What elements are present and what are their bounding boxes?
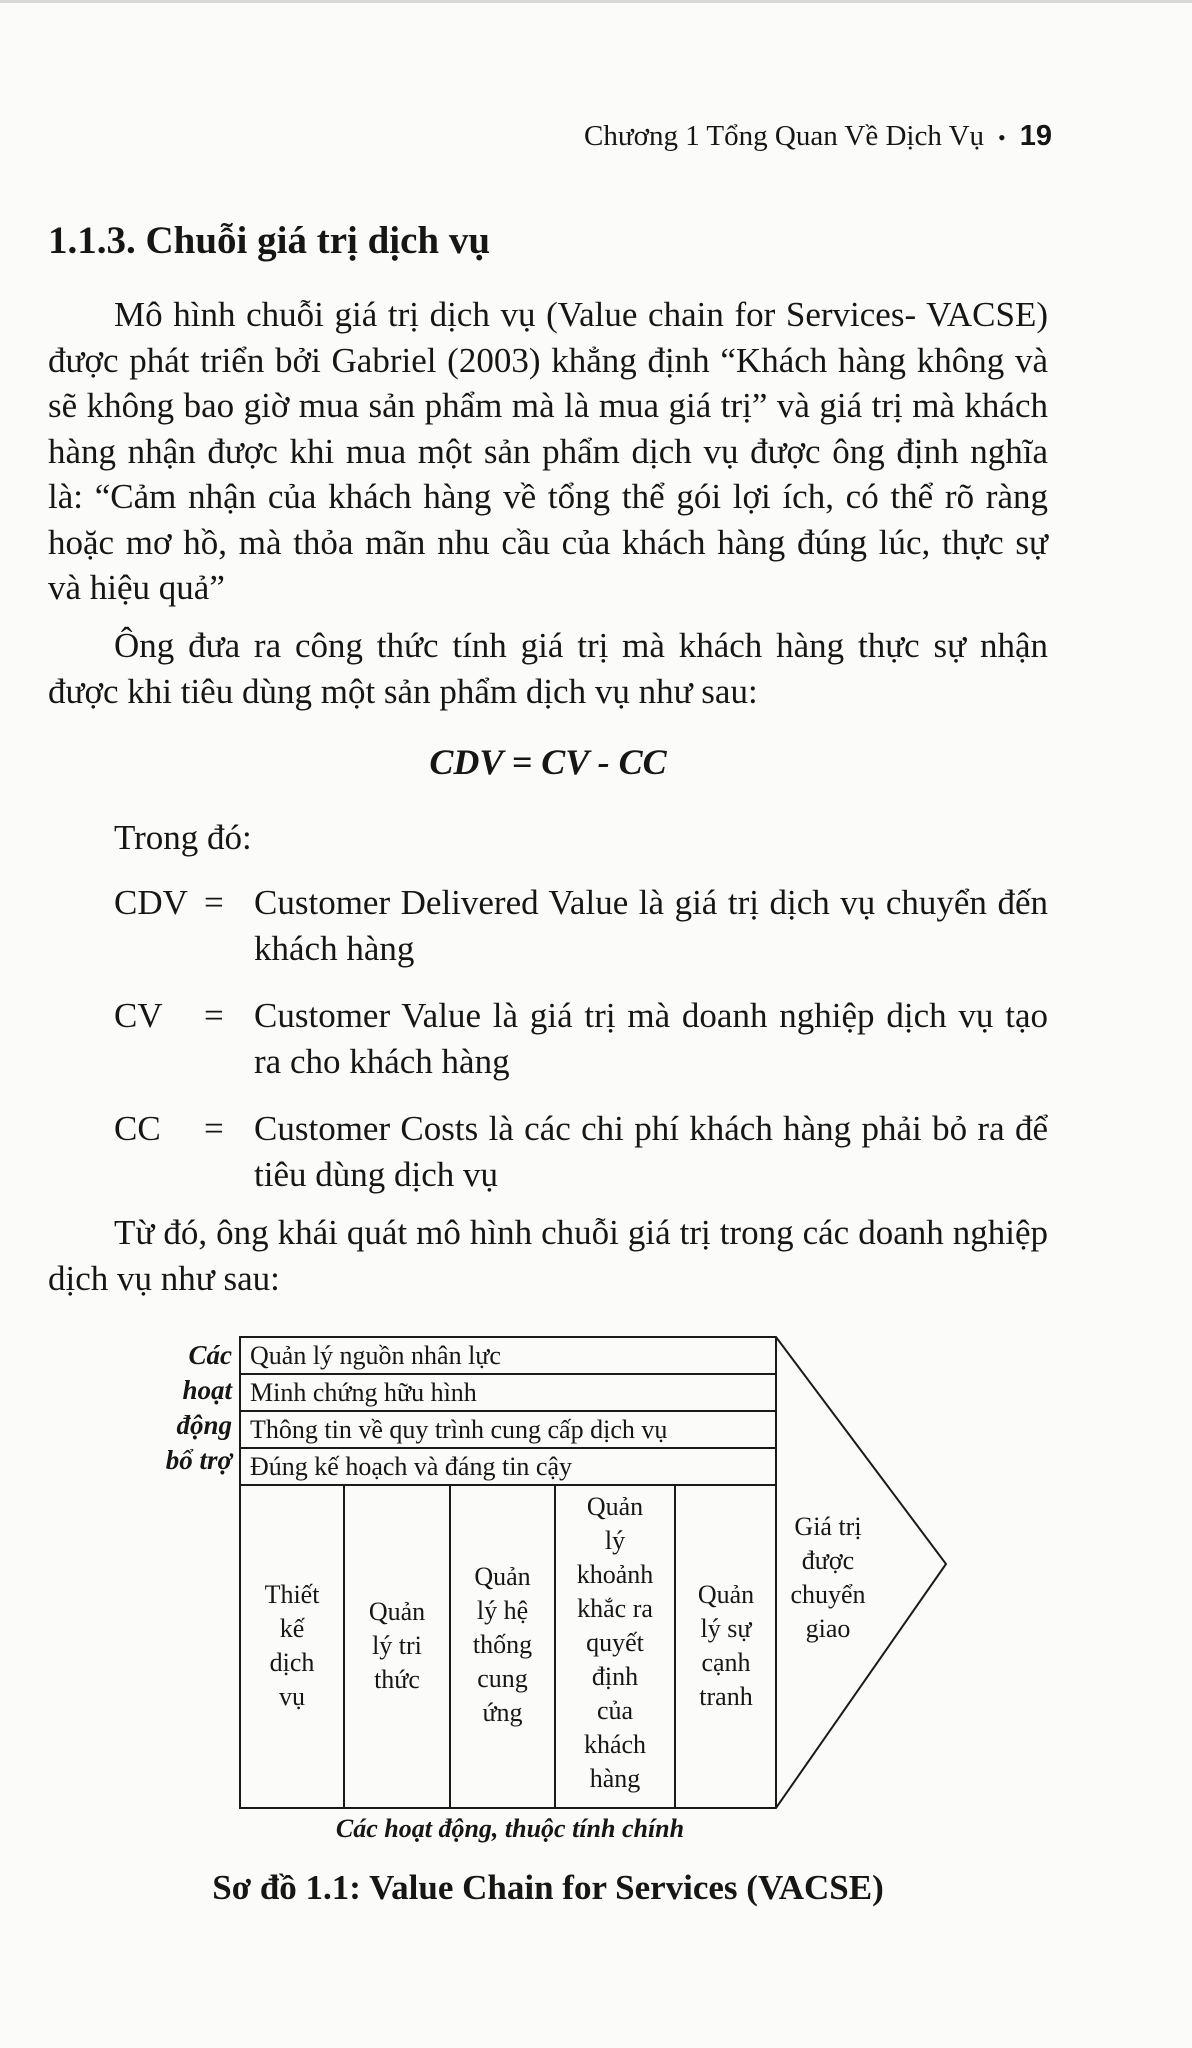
support-label-line: Các — [188, 1340, 232, 1370]
primary-cell-line: khắc ra — [577, 1594, 653, 1623]
paragraph-2-text: Ông đưa ra công thức tính giá trị mà khách hàng thực sự nhận được khi tiêu dùng một sản phẩm dịch vụ như sau: — [48, 626, 1048, 711]
primary-cell-line: Quản — [474, 1562, 531, 1591]
primary-cell-line: quyết — [586, 1628, 644, 1657]
paragraph-3-text: Từ đó, ông khái quát mô hình chuỗi giá trị trong các doanh nghiệp dịch vụ như sau: — [48, 1213, 1048, 1298]
primary-cell-line: khoảnh — [576, 1560, 654, 1589]
definition-list — [114, 880, 1048, 1219]
primary-cell-line: thức — [374, 1665, 420, 1694]
definition-row-cdv — [114, 880, 1048, 971]
definition-row-cv — [114, 993, 1048, 1084]
primary-cell-line: hàng — [589, 1764, 641, 1793]
paragraph-model-intro — [48, 1210, 1048, 1301]
value-line: được — [801, 1546, 855, 1575]
primary-cell-line: lý sự — [700, 1614, 752, 1643]
support-activity-process-info: Thông tin về quy trình cung cấp dịch vụ — [250, 1415, 668, 1444]
primary-cell-line: lý hệ — [476, 1596, 529, 1625]
support-label-line: động — [176, 1410, 232, 1440]
primary-cell-line: kế — [279, 1614, 305, 1643]
paragraph-1-text: Mô hình chuỗi giá trị dịch vụ (Value chain for Services- VACSE) được phát triển bởi Gabriel (2003) khẳng định “Khách hàng không và sẽ không bao giờ mua sản phẩm mà là mua giá trị” và giá trị mà khách hàng nhận được khi mua một sản phẩm dịch vụ được ông định nghĩa là: “Cảm nhận của khách hàng về tổng thể gói lợi ích, có thể rõ ràng hoặc mơ hồ, mà thỏa mãn nhu cầu của khách hàng đúng lúc, thực sự và hiệu quả” — [48, 295, 1048, 607]
section-heading: 1.1.3. Chuỗi giá trị dịch vụ — [48, 219, 491, 262]
primary-cell-line: khách — [583, 1730, 647, 1759]
definition-equals: = — [204, 996, 224, 1035]
primary-cell-line: lý tri — [372, 1631, 422, 1660]
primary-cell-line: cung — [477, 1664, 528, 1693]
primary-activity-moments-of-truth — [559, 1490, 671, 1796]
formula: CDV = CV - CC — [429, 742, 667, 782]
definition-description: Customer Costs là các chi phí khách hàng phải bỏ ra để tiêu dùng dịch vụ — [254, 1109, 1048, 1194]
definition-term: CC — [114, 1109, 161, 1148]
primary-cell-line: thống — [472, 1630, 533, 1659]
primary-cell-line: Quản — [368, 1597, 426, 1626]
support-activity-hr: Quản lý nguồn nhân lực — [250, 1341, 501, 1370]
primary-activities-caption: Các hoạt động, thuộc tính chính — [335, 1814, 685, 1843]
delivered-value-label — [782, 1510, 874, 1646]
primary-cell-line: ứng — [482, 1698, 523, 1727]
primary-cell-line: của — [596, 1696, 634, 1725]
bullet-separator: • — [998, 125, 1006, 150]
primary-cell-line: Quản — [586, 1492, 644, 1521]
definition-description: Customer Value là giá trị mà doanh nghiệp dịch vụ tạo ra cho khách hàng — [254, 996, 1048, 1081]
where-label: Trong đó: — [114, 818, 252, 857]
primary-activity-knowledge-mgmt — [348, 1595, 446, 1697]
support-activity-reliability: Đúng kế hoạch và đáng tin cậy — [250, 1452, 573, 1481]
definition-term: CV — [114, 996, 163, 1035]
definition-description: Customer Delivered Value là giá trị dịch vụ chuyển đến khách hàng — [254, 883, 1048, 968]
primary-activity-competition-mgmt — [679, 1578, 773, 1714]
primary-cell-line: Quản — [697, 1580, 755, 1609]
figure-caption: Sơ đồ 1.1: Value Chain for Services (VACSE) — [212, 1868, 884, 1907]
chapter-title: Chương 1 Tổng Quan Về Dịch Vụ — [584, 120, 985, 152]
primary-activity-service-design — [244, 1578, 340, 1714]
definition-equals: = — [204, 1109, 224, 1148]
support-label-line: hoạt — [182, 1375, 232, 1405]
definition-term: CDV — [114, 883, 188, 922]
running-head — [584, 120, 1052, 153]
definition-equals: = — [204, 883, 224, 922]
primary-activity-supply-chain-mgmt — [454, 1560, 551, 1730]
primary-cell-line: vụ — [279, 1682, 305, 1711]
support-label-line: bổ trợ — [165, 1445, 232, 1475]
definition-row-cc — [114, 1106, 1048, 1197]
value-line: giao — [805, 1614, 851, 1643]
support-activity-evidence: Minh chứng hữu hình — [250, 1378, 477, 1407]
page-top-edge — [0, 0, 1192, 3]
primary-cell-line: dịch — [269, 1648, 315, 1677]
page-number: 19 — [1019, 120, 1052, 152]
primary-cell-line: định — [591, 1662, 639, 1691]
primary-cell-line: tranh — [699, 1682, 753, 1711]
primary-cell-line: lý — [604, 1526, 626, 1555]
value-line: Giá trị — [794, 1512, 862, 1541]
paragraph-value-chain-intro — [48, 292, 1048, 611]
primary-cell-line: cạnh — [701, 1648, 751, 1677]
paragraph-formula-intro — [48, 623, 1048, 714]
primary-cell-line: Thiết — [264, 1580, 320, 1609]
value-line: chuyển — [790, 1580, 866, 1609]
